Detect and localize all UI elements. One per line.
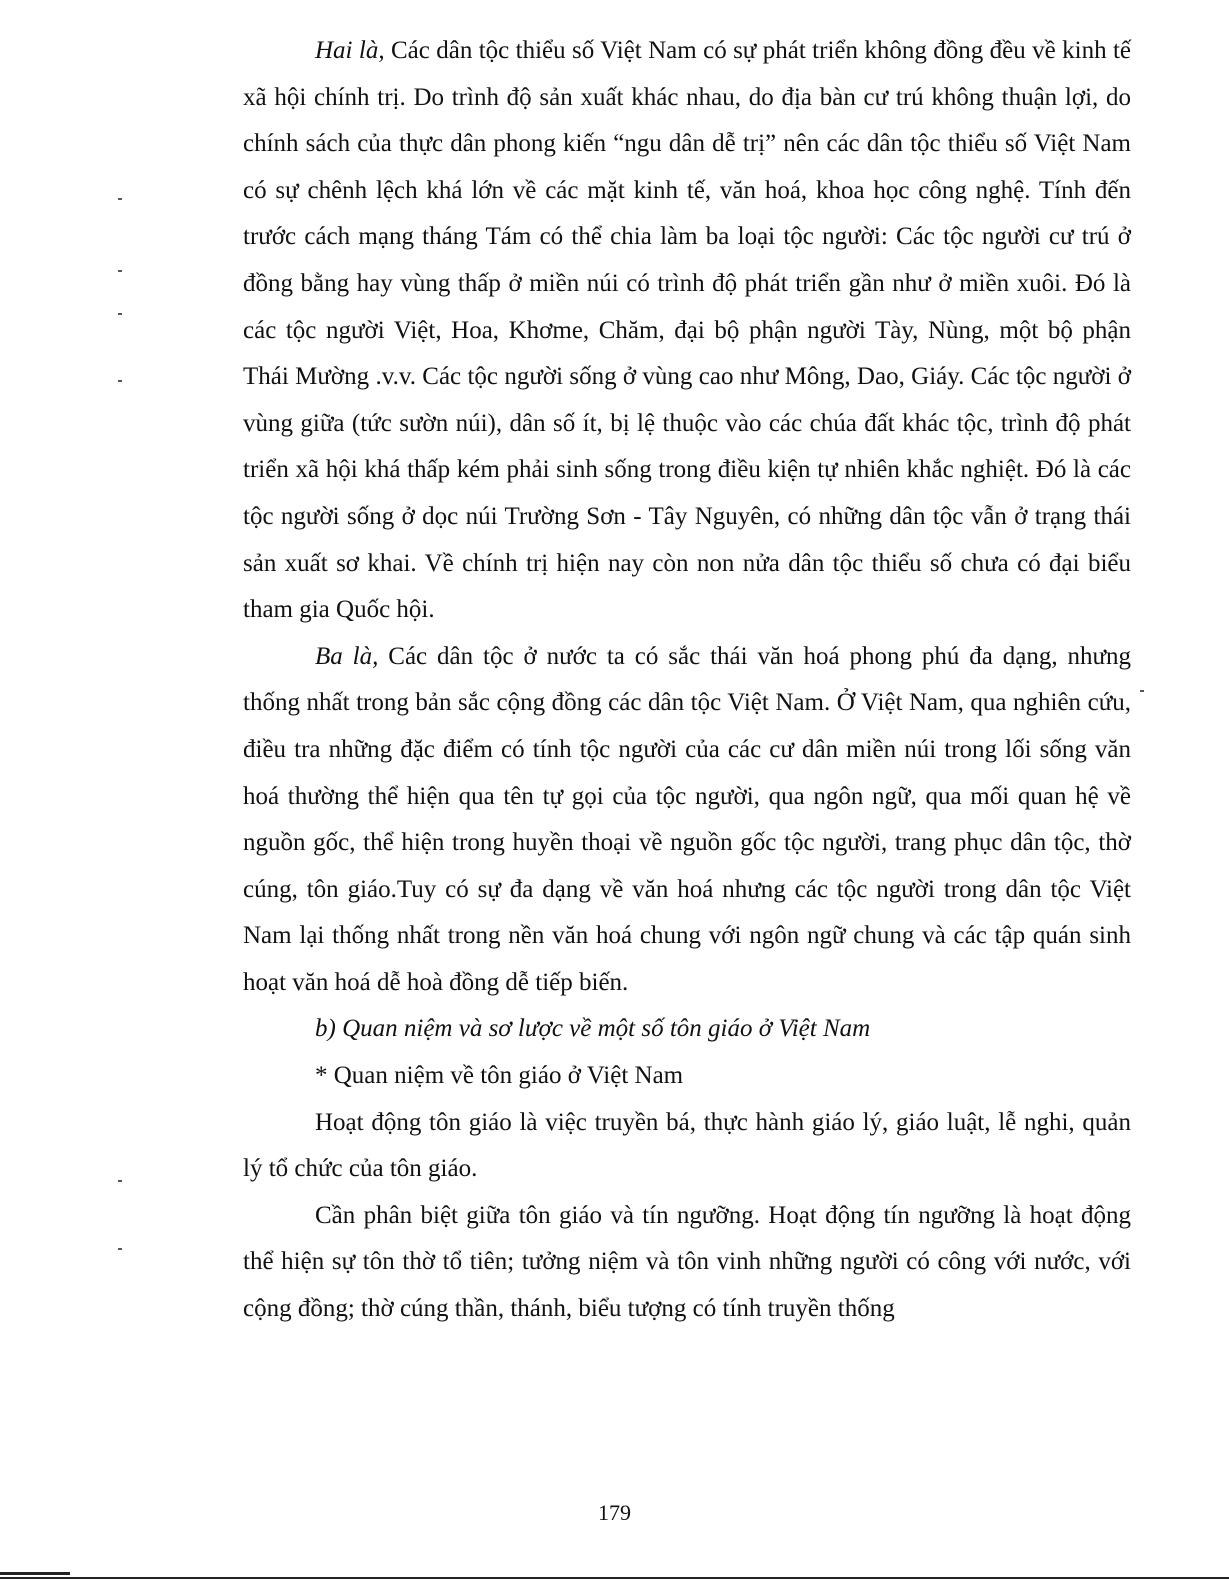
paragraph-ba-la	[243, 634, 1131, 1007]
sub-heading: * Quan niệm về tôn giáo ở Việt Nam	[315, 1062, 684, 1090]
paragraph-hai-la	[243, 28, 1131, 634]
section-heading: b) Quan niệm và sơ lược về một số tôn giáo ở Việt Nam	[315, 1015, 871, 1043]
bottom-rule	[0, 1577, 1229, 1579]
scan-speck	[118, 380, 122, 382]
scan-speck	[118, 270, 122, 272]
scan-speck	[118, 198, 122, 200]
paragraph-lead: Ba là,	[315, 642, 379, 670]
page-body	[243, 28, 1131, 1333]
paragraph-text: Các dân tộc ở nước ta có sắc thái văn hoá phong phú đa dạng, nhưng thống nhất trong bản sắc cộng đồng các dân tộc Việt Nam. Ở Việt Nam, qua nghiên cứu, điều tra những đặc điểm có tính tộc người của các cư dân miền núi trong lối sống văn hoá thường thể hiện qua tên tự gọi của tộc người, qua ngôn ngữ, qua mối quan hệ về nguồn gốc, thể hiện trong huyền thoại về nguồn gốc tộc người, trang phục dân tộc, thờ cúng, tôn giáo.Tuy có sự đa dạng về văn hoá nhưng các tộc người trong dân tộc Việt Nam lại thống nhất trong nền văn hoá chung với ngôn ngữ chung và các tập quán sinh hoạt văn hoá dễ hoà đồng dễ tiếp biến.	[243, 642, 1132, 996]
page-number: 179	[598, 1500, 631, 1525]
paragraph-phan-biet: Cần phân biệt giữa tôn giáo và tín ngưỡng. Hoạt động tín ngưỡng là hoạt động thể hiện sự tôn thờ tổ tiên; tưởng niệm và tôn vinh những người có công với nước, với cộng đồng; thờ cúng thần, thánh, biểu tượng có tính truyền thống	[243, 1201, 1131, 1323]
scan-speck	[1140, 690, 1144, 692]
scan-speck	[118, 1180, 122, 1182]
bottom-rule-left	[0, 1572, 70, 1575]
paragraph-text: Các dân tộc thiểu số Việt Nam có sự phát triển không đồng đều về kinh tế xã hội chính trị. Do trình độ sản xuất khác nhau, do địa bàn cư trú không thuận lợi, do chính sách của thực dân phong kiến “ngu dân dễ trị” nên các dân tộc thiểu số Việt Nam có sự chênh lệch khá lớn về các mặt kinh tế, văn hoá, khoa học công nghệ. Tính đến trước cách mạng tháng Tám có thể chia làm ba loại tộc người: Các tộc người cư trú ở đồng bằng hay vùng thấp ở miền núi có trình độ phát triển gần như ở miền xuôi. Đó là các tộc người Việt, Hoa, Khơme, Chăm, đại bộ phận người Tày, Nùng, một bộ phận Thái Mường .v.v. Các tộc người sống ở vùng cao như Mông, Dao, Giáy. Các tộc người ở vùng giữa (tức sườn núi), dân số ít, bị lệ thuộc vào các chúa đất khác tộc, trình độ phát triển xã hội khá thấp kém phải sinh sống trong điều kiện tự nhiên khắc nghiệt. Đó là các tộc người sống ở dọc núi Trường Sơn - Tây Nguyên, có những dân tộc vẫn ở trạng thái sản xuất sơ khai. Về chính trị hiện nay còn non nửa dân tộc thiểu số chưa có đại biểu tham gia Quốc hội.	[243, 37, 1131, 624]
scan-speck	[118, 313, 122, 315]
scan-speck	[118, 1248, 122, 1250]
paragraph-hoat-dong-ton-giao: Hoạt động tôn giáo là việc truyền bá, thực hành giáo lý, giáo luật, lễ nghi, quản lý tổ chức của tôn giáo.	[243, 1108, 1131, 1183]
paragraph-lead: Hai là,	[315, 37, 385, 64]
